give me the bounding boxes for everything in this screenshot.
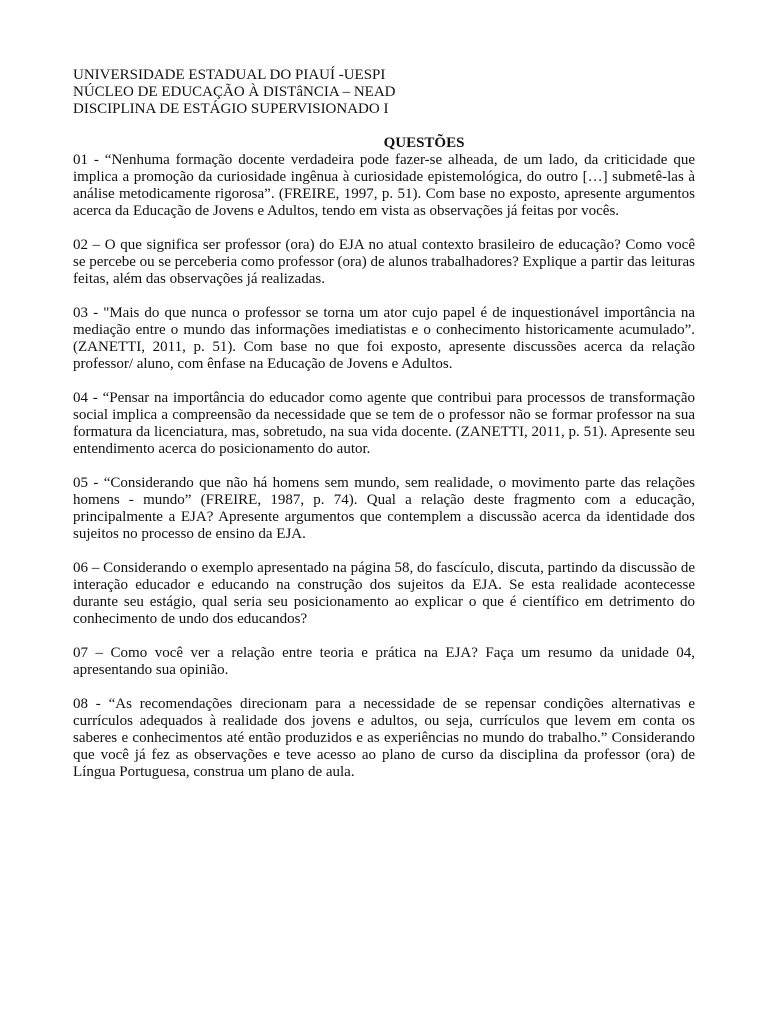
question-08: 08 - “As recomendações direcionam para a necessidade de se repensar condições alternativas e currículos adequados à realidade dos jovens e adultos, ou seja, currículos que levem em conta os saberes e conhecimentos até então produzidos e as experiências no mundo do trabalho.” Considerando que você já fez as observações e teve acesso ao plano de curso da disciplina da professor (ora) de Língua Portuguesa, construa um plano de aula.	[73, 696, 695, 780]
question-01: 01 - “Nenhuma formação docente verdadeira pode fazer-se alheada, de um lado, da criticidade que implica a promoção da curiosidade ingênua à curiosidade epistemológica, do outro […] submetê-las à análise metodicamente rigorosa”. (FREIRE, 1997, p. 51). Com base no exposto, apresente argumentos acerca da Educação de Jovens e Adultos, tendo em vista as observações já feitas por vocês.	[73, 152, 695, 219]
page-title: QUESTÕES	[383, 135, 465, 151]
document-header	[73, 67, 695, 118]
question-04: 04 - “Pensar na importância do educador como agente que contribui para processos de transformação social implica a compreensão da necessidade que se tem de o professor não se formar professor na sua formatura da licenciatura, mas, sobretudo, na sua vida docente. (ZANETTI, 2011, p. 51). Apresente seu entendimento acerca do posicionamento do autor.	[73, 390, 695, 457]
questions-list	[73, 152, 695, 781]
question-02: 02 – O que significa ser professor (ora) do EJA no atual contexto brasileiro de educação? Como você se percebe ou se perceberia como professor (ora) de alunos trabalhadores? Explique a partir das leituras feitas, além das observações já realizadas.	[73, 237, 695, 287]
university-name: UNIVERSIDADE ESTADUAL DO PIAUÍ -UESPI	[73, 67, 386, 83]
question-05: 05 - “Considerando que não há homens sem mundo, sem realidade, o movimento parte das relações homens - mundo” (FREIRE, 1987, p. 74). Qual a relação deste fragmento com a educação, principalmente a EJA? Apresente argumentos que contemplem a discussão acerca da identidade dos sujeitos no processo de ensino da EJA.	[73, 475, 695, 542]
question-03: 03 - "Mais do que nunca o professor se torna um ator cujo papel é de inquestionável importância na mediação entre o mundo das informações imediatistas e o conhecimento historicamente acumulado”. (ZANETTI, 2011, p. 51). Com base no que foi exposto, apresente discussões acerca da relação professor/ aluno, com ênfase na Educação de Jovens e Adultos.	[73, 305, 695, 372]
question-06: 06 – Considerando o exemplo apresentado na página 58, do fascículo, discuta, partindo da discussão de interação educador e educando na construção dos sujeitos da EJA. Se esta realidade acontecesse durante seu estágio, qual seria seu posicionamento ao explicar o que é científico em detrimento do conhecimento de undo dos educandos?	[73, 560, 695, 627]
question-07: 07 – Como você ver a relação entre teoria e prática na EJA? Faça um resumo da unidade 04, apresentando sua opinião.	[73, 645, 695, 678]
department-name: NÚCLEO DE EDUCAÇÃO À DISTâNCIA – NEAD	[73, 84, 396, 100]
document-page	[73, 67, 695, 798]
course-name: DISCIPLINA DE ESTÁGIO SUPERVISIONADO I	[73, 101, 389, 117]
